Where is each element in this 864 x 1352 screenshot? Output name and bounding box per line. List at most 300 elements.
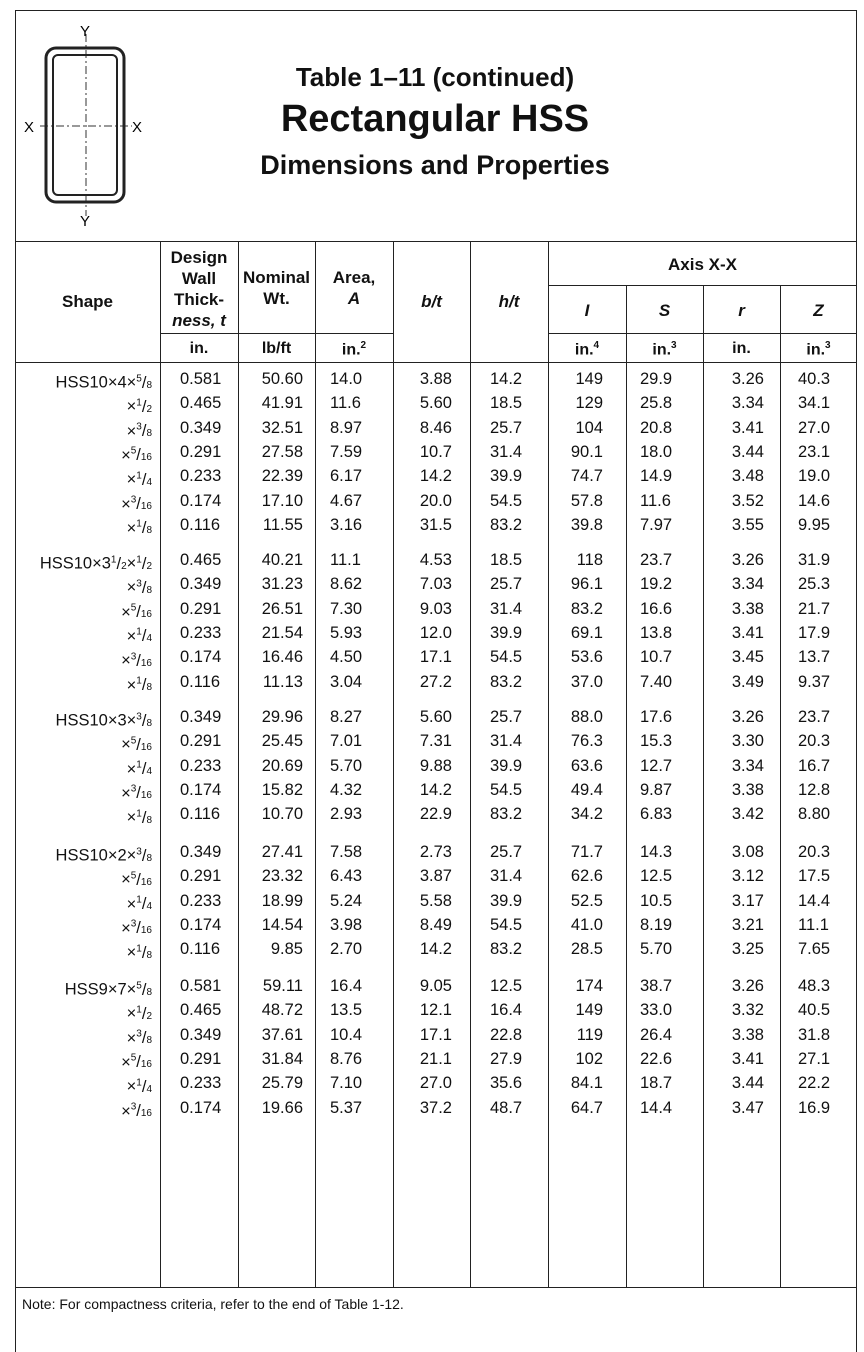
cell-r: 3.34	[731, 575, 764, 594]
shape-designation: ×$^1$/4	[126, 626, 152, 646]
cell-A: 3.04	[330, 672, 363, 691]
cell-t: 0.465	[180, 1001, 222, 1020]
cell-S: 38.7	[640, 977, 673, 995]
shape-designation: ×$^1$/8	[126, 675, 152, 694]
cell-t: 0.233	[180, 623, 222, 642]
axis-y-top-label: Y	[80, 23, 91, 40]
column-divider	[626, 285, 627, 1287]
shape-designation: ×$^3$/16	[121, 494, 152, 513]
shape-designation: ×$^5$/16	[121, 735, 152, 754]
cell-Z: 14.6	[798, 491, 831, 510]
cell-Z: 17.9	[798, 623, 831, 642]
cell-t: 0.116	[180, 805, 221, 824]
cell-ht: 31.4	[490, 732, 523, 751]
cell-t: 0.349	[180, 418, 222, 437]
cell-I: 149	[575, 370, 603, 388]
cell-bt: 17.1	[419, 1025, 452, 1044]
cell-r: 3.32	[731, 1001, 764, 1020]
cell-ht: 22.8	[490, 1025, 523, 1044]
cell-Z: 9.37	[798, 672, 831, 691]
table-number: Table 1–11 (continued)	[295, 62, 575, 92]
cell-bt: 12.1	[419, 1001, 452, 1020]
unit-Z: in.$^3$	[806, 340, 831, 359]
cell-ht: 16.4	[490, 1001, 523, 1020]
cell-wt: 17.10	[261, 491, 303, 510]
shape-designation: ×$^3$/16	[121, 918, 152, 938]
cell-ht: 54.5	[490, 491, 523, 510]
header-r: r	[738, 301, 745, 320]
cell-S: 13.8	[640, 623, 673, 642]
cell-I: 96.1	[570, 575, 603, 594]
cell-S: 29.9	[640, 370, 673, 388]
cell-wt: 40.21	[261, 551, 303, 569]
cell-wt: 16.46	[261, 648, 303, 667]
cell-I: 149	[575, 1001, 603, 1020]
unit-area: in.$^2$	[341, 340, 367, 359]
cell-Z: 31.9	[798, 551, 831, 569]
unit-S: in.$^3$	[652, 340, 677, 359]
cell-t: 0.465	[180, 551, 222, 569]
cell-r: 3.21	[731, 915, 764, 934]
cell-ht: 39.9	[490, 467, 523, 486]
cell-t: 0.349	[180, 575, 222, 594]
cell-bt: 3.88	[419, 370, 452, 388]
cell-S: 12.5	[640, 867, 673, 886]
cell-wt: 31.23	[261, 575, 303, 594]
cell-ht: 48.7	[490, 1098, 523, 1117]
rectangular-hss-section-diagram	[22, 20, 157, 232]
cell-t: 0.233	[180, 467, 222, 486]
cell-S: 26.4	[640, 1025, 673, 1044]
shape-designation: ×$^3$/16	[121, 651, 152, 670]
cell-S: 16.6	[640, 599, 673, 618]
cell-bt: 14.2	[419, 940, 452, 959]
cell-Z: 7.65	[798, 940, 831, 959]
cell-A: 7.30	[330, 599, 363, 618]
cell-Z: 19.0	[798, 467, 831, 486]
shape-designation: ×$^1$/8	[126, 943, 152, 962]
cell-bt: 21.1	[419, 1049, 452, 1068]
page-title: Rectangular HSS	[280, 98, 590, 140]
shape-designation: HSS10×4×$^5$/8	[55, 373, 152, 392]
header-nominal-wt: Nominal Wt.	[242, 268, 311, 308]
cell-r: 3.38	[731, 780, 764, 799]
cell-t: 0.116	[180, 515, 221, 534]
cell-I: 104	[575, 418, 603, 437]
cell-ht: 54.5	[490, 780, 523, 799]
cell-ht: 83.2	[490, 940, 523, 959]
cell-ht: 18.5	[490, 394, 523, 413]
header-shape: Shape	[61, 292, 114, 311]
cell-I: 74.7	[570, 467, 603, 486]
cell-A: 3.98	[330, 915, 363, 934]
cell-S: 9.87	[640, 780, 673, 799]
cell-Z: 8.80	[798, 805, 831, 824]
footnote: Note: For compactness criteria, refer to the end of Table 1-12.	[22, 1296, 404, 1312]
shape-designation: ×$^5$/16	[121, 445, 152, 465]
cell-bt: 12.0	[419, 623, 452, 642]
cell-A: 2.70	[330, 940, 363, 959]
cell-I: 41.0	[570, 915, 603, 934]
cell-Z: 25.3	[798, 575, 831, 594]
cell-S: 6.83	[640, 805, 673, 824]
cell-r: 3.41	[731, 418, 764, 437]
cell-wt: 11.13	[262, 672, 303, 691]
cell-bt: 7.31	[419, 732, 452, 751]
hss-outer-wall	[46, 48, 124, 202]
cell-wt: 9.85	[270, 940, 303, 959]
cell-I: 102	[575, 1049, 603, 1068]
cell-t: 0.116	[180, 940, 221, 959]
cell-Z: 27.1	[798, 1049, 831, 1068]
cell-ht: 14.2	[490, 370, 523, 388]
cell-bt: 3.87	[419, 867, 452, 886]
cell-ht: 83.2	[490, 515, 523, 534]
cell-A: 5.70	[330, 756, 363, 775]
cell-I: 34.2	[570, 805, 603, 824]
shape-designation: ×$^1$/4	[126, 470, 152, 489]
cell-t: 0.291	[180, 732, 222, 751]
cell-bt: 31.5	[419, 515, 452, 534]
cell-r: 3.45	[731, 648, 764, 667]
cell-t: 0.465	[180, 394, 222, 413]
cell-A: 6.17	[330, 467, 363, 486]
cell-A: 5.37	[330, 1098, 363, 1117]
shape-designation: ×$^3$/16	[121, 1101, 152, 1120]
cell-r: 3.26	[731, 370, 764, 388]
header-top-rule	[15, 241, 857, 242]
cell-Z: 12.8	[798, 780, 831, 799]
cell-r: 3.48	[731, 467, 764, 486]
cell-S: 15.3	[640, 732, 673, 751]
cell-bt: 9.05	[419, 977, 452, 995]
cell-I: 76.3	[570, 732, 603, 751]
cell-I: 62.6	[570, 867, 603, 886]
cell-A: 16.4	[330, 977, 363, 995]
page-subtitle: Dimensions and Properties	[260, 150, 610, 180]
cell-ht: 27.9	[490, 1049, 523, 1068]
cell-Z: 31.8	[798, 1025, 831, 1044]
header-design-wall: Design Wall Thick- ness, t	[170, 248, 228, 330]
cell-bt: 5.58	[419, 891, 452, 910]
units-rule-left	[160, 333, 393, 334]
cell-ht: 31.4	[490, 442, 523, 461]
cell-wt: 26.51	[261, 599, 303, 618]
cell-A: 2.93	[330, 805, 363, 824]
cell-I: 88.0	[570, 708, 603, 726]
cell-I: 129	[575, 394, 603, 413]
cell-wt: 27.58	[261, 442, 303, 461]
cell-Z: 17.5	[798, 867, 831, 886]
unit-r: in.	[732, 340, 751, 357]
cell-r: 3.26	[731, 551, 764, 569]
header-bottom-rule	[15, 362, 857, 363]
cell-A: 8.27	[330, 708, 363, 726]
cell-Z: 27.0	[798, 418, 831, 437]
cell-ht: 83.2	[490, 805, 523, 824]
cell-S: 33.0	[640, 1001, 673, 1020]
cell-t: 0.349	[180, 843, 222, 861]
cell-I: 52.5	[570, 891, 603, 910]
cell-r: 3.44	[731, 1074, 764, 1093]
cell-Z: 40.5	[798, 1001, 831, 1020]
cell-I: 63.6	[570, 756, 603, 775]
cell-ht: 25.7	[490, 843, 523, 861]
header-bt: b/t	[421, 292, 442, 311]
shape-designation: ×$^1$/8	[126, 808, 152, 827]
cell-S: 17.6	[640, 708, 673, 726]
cell-wt: 15.82	[261, 780, 303, 799]
axis-x-left-label: X	[24, 119, 35, 136]
cell-bt: 37.2	[419, 1098, 452, 1117]
cell-I: 28.5	[570, 940, 603, 959]
cell-ht: 25.7	[490, 418, 523, 437]
cell-ht: 31.4	[490, 599, 523, 618]
cell-A: 8.76	[330, 1049, 363, 1068]
cell-I: 84.1	[570, 1074, 603, 1093]
cell-I: 39.8	[570, 515, 603, 534]
cell-S: 23.7	[640, 551, 673, 569]
cell-Z: 23.1	[798, 442, 831, 461]
cell-t: 0.581	[180, 977, 222, 995]
cell-S: 10.5	[640, 891, 673, 910]
cell-Z: 22.2	[798, 1074, 831, 1093]
cell-S: 5.70	[640, 940, 673, 959]
shape-designation: HSS10×2×$^3$/8	[55, 846, 152, 865]
cell-r: 3.17	[731, 891, 764, 910]
cell-t: 0.291	[180, 599, 222, 618]
header-I: I	[584, 301, 590, 320]
shape-designation: ×$^5$/16	[121, 602, 152, 622]
cell-S: 18.7	[640, 1074, 673, 1093]
cell-I: 83.2	[570, 599, 603, 618]
cell-bt: 27.2	[419, 672, 452, 691]
cell-t: 0.174	[180, 491, 222, 510]
cell-t: 0.233	[180, 756, 222, 775]
cell-Z: 34.1	[798, 394, 831, 413]
cell-t: 0.174	[180, 648, 222, 667]
shape-designation: ×$^1$/2	[126, 397, 152, 416]
cell-A: 13.5	[330, 1001, 363, 1020]
cell-t: 0.116	[180, 672, 221, 691]
cell-Z: 16.9	[798, 1098, 831, 1117]
column-divider	[780, 285, 781, 1287]
unit-t: in.	[189, 340, 209, 357]
column-divider	[160, 241, 161, 1287]
cell-r: 3.49	[731, 672, 764, 691]
cell-r: 3.30	[731, 732, 764, 751]
cell-I: 69.1	[570, 623, 603, 642]
cell-Z: 14.4	[798, 891, 831, 910]
shape-designation: ×$^1$/4	[126, 1077, 152, 1096]
shape-designation: ×$^3$/8	[126, 421, 152, 441]
cell-bt: 27.0	[419, 1074, 452, 1093]
cell-Z: 23.7	[798, 708, 831, 726]
cell-t: 0.291	[180, 1049, 222, 1068]
cell-r: 3.55	[731, 515, 764, 534]
cell-r: 3.26	[731, 977, 764, 995]
cell-ht: 18.5	[490, 551, 523, 569]
shape-designation: HSS10×3×$^3$/8	[55, 711, 152, 730]
column-divider	[470, 241, 471, 1287]
cell-bt: 8.49	[419, 915, 452, 934]
cell-ht: 39.9	[490, 623, 523, 642]
cell-A: 5.24	[330, 891, 363, 910]
cell-wt: 29.96	[261, 708, 303, 726]
cell-t: 0.233	[180, 1074, 222, 1093]
cell-r: 3.38	[731, 599, 764, 618]
cell-Z: 40.3	[798, 370, 831, 388]
cell-bt: 14.2	[419, 780, 452, 799]
table-bottom-rule	[15, 1287, 857, 1288]
shape-designation: ×$^3$/8	[126, 1028, 152, 1048]
cell-ht: 54.5	[490, 648, 523, 667]
cell-wt: 50.60	[261, 370, 303, 388]
cell-bt: 14.2	[419, 467, 452, 486]
cell-I: 174	[575, 977, 603, 995]
cell-S: 12.7	[640, 756, 673, 775]
cell-ht: 54.5	[490, 915, 523, 934]
unit-I: in.$^4$	[574, 340, 600, 359]
cell-wt: 41.91	[261, 394, 303, 413]
cell-I: 53.6	[570, 648, 603, 667]
header-area: Area, A	[332, 268, 376, 308]
cell-wt: 14.54	[261, 915, 303, 934]
cell-Z: 48.3	[798, 977, 831, 995]
cell-bt: 2.73	[419, 843, 452, 861]
hss-inner-wall	[53, 55, 117, 195]
cell-bt: 9.88	[419, 756, 452, 775]
cell-bt: 4.53	[419, 551, 452, 569]
cell-Z: 20.3	[798, 732, 831, 751]
cell-t: 0.349	[180, 1025, 222, 1044]
cell-Z: 16.7	[798, 756, 831, 775]
cell-S: 7.97	[640, 515, 673, 534]
cell-t: 0.291	[180, 442, 222, 461]
cell-ht: 12.5	[490, 977, 523, 995]
cell-Z: 13.7	[798, 648, 831, 667]
cell-r: 3.34	[731, 394, 764, 413]
cell-I: 118	[576, 551, 603, 569]
cell-A: 7.59	[330, 442, 363, 461]
cell-I: 64.7	[570, 1098, 603, 1117]
cell-bt: 5.60	[419, 394, 452, 413]
cell-wt: 21.54	[261, 623, 303, 642]
cell-wt: 22.39	[261, 467, 303, 486]
cell-A: 5.93	[330, 623, 363, 642]
header-Z: Z	[813, 301, 824, 320]
cell-t: 0.233	[180, 891, 222, 910]
shape-designation: ×$^5$/16	[121, 1052, 152, 1072]
shape-designation: ×$^3$/16	[121, 783, 152, 803]
cell-I: 57.8	[570, 491, 603, 510]
cell-A: 3.16	[330, 515, 363, 534]
cell-S: 10.7	[640, 648, 673, 667]
cell-Z: 9.95	[798, 515, 831, 534]
cell-wt: 25.45	[261, 732, 303, 751]
cell-A: 4.32	[330, 780, 363, 799]
cell-I: 37.0	[570, 672, 603, 691]
cell-bt: 22.9	[419, 805, 452, 824]
cell-ht: 83.2	[490, 672, 523, 691]
cell-r: 3.08	[731, 843, 764, 861]
cell-S: 14.4	[640, 1098, 673, 1117]
cell-bt: 9.03	[419, 599, 452, 618]
cell-I: 71.7	[570, 843, 603, 861]
cell-r: 3.52	[731, 491, 764, 510]
cell-wt: 32.51	[261, 418, 303, 437]
cell-wt: 27.41	[261, 843, 303, 861]
cell-bt: 7.03	[419, 575, 452, 594]
header-axis-xx: Axis X-X	[668, 255, 737, 274]
cell-bt: 5.60	[419, 708, 452, 726]
cell-wt: 31.84	[261, 1049, 303, 1068]
cell-S: 18.0	[640, 442, 673, 461]
cell-wt: 20.69	[261, 756, 303, 775]
cell-A: 7.10	[330, 1074, 363, 1093]
cell-t: 0.291	[180, 867, 222, 886]
shape-designation: ×$^1$/2	[126, 1004, 152, 1023]
cell-t: 0.174	[180, 915, 222, 934]
cell-A: 6.43	[330, 867, 363, 886]
unit-wt: lb/ft	[261, 340, 292, 357]
cell-wt: 23.32	[261, 867, 303, 886]
cell-r: 3.25	[731, 940, 764, 959]
header-S: S	[658, 301, 671, 320]
cell-wt: 11.55	[262, 515, 303, 534]
cell-wt: 59.11	[262, 977, 303, 995]
cell-A: 8.62	[330, 575, 363, 594]
cell-A: 11.6	[330, 394, 361, 413]
cell-wt: 48.72	[261, 1001, 303, 1020]
cell-A: 7.58	[330, 843, 363, 861]
shape-designation: ×$^3$/8	[126, 578, 152, 597]
cell-Z: 21.7	[798, 599, 831, 618]
cell-r: 3.41	[731, 623, 764, 642]
cell-ht: 35.6	[490, 1074, 523, 1093]
shape-designation: $HSS10\times 3^1/2\times^1/2$	[39, 554, 152, 573]
cell-ht: 39.9	[490, 756, 523, 775]
cell-r: 3.26	[731, 708, 764, 726]
cell-r: 3.42	[731, 805, 764, 824]
cell-A: 10.4	[330, 1025, 363, 1044]
cell-ht: 39.9	[490, 891, 523, 910]
cell-A: 4.67	[330, 491, 363, 510]
shape-designation: HSS9×7×$^5$/8	[64, 980, 152, 999]
cell-wt: 19.66	[261, 1098, 303, 1117]
cell-ht: 25.7	[490, 708, 523, 726]
cell-bt: 10.7	[419, 442, 452, 461]
header-ht: h/t	[498, 292, 520, 311]
cell-wt: 18.99	[261, 891, 303, 910]
cell-S: 25.8	[640, 394, 673, 413]
column-divider	[315, 241, 316, 1287]
cell-S: 7.40	[640, 672, 673, 691]
cell-r: 3.12	[731, 867, 764, 886]
cell-wt: 10.70	[261, 805, 303, 824]
cell-t: 0.349	[180, 708, 222, 726]
cell-t: 0.174	[180, 1098, 222, 1117]
cell-S: 14.3	[640, 843, 673, 861]
cell-r: 3.47	[731, 1098, 764, 1117]
cell-bt: 8.46	[419, 418, 452, 437]
cell-r: 3.38	[731, 1025, 764, 1044]
cell-wt: 37.61	[261, 1025, 303, 1044]
cell-A: 11.1	[330, 551, 361, 569]
cell-bt: 20.0	[419, 491, 452, 510]
cell-A: 7.01	[330, 732, 363, 751]
cell-S: 20.8	[640, 418, 673, 437]
